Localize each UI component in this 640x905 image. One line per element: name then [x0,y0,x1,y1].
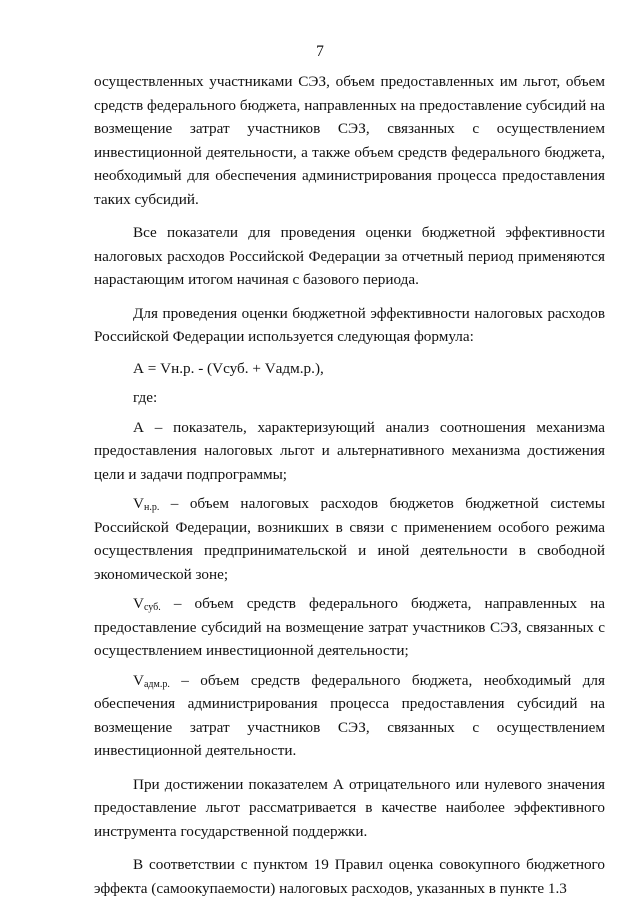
paragraph-negative-value: При достижении показателем А отрицательного или нулевого значения предоставление льгот рассматривается в качестве наиболее эффективного инструмента государственной поддержки. [94,775,605,840]
symbol-v: V [133,595,144,612]
definition-text: – объем средств федерального бюджета, направленных на предоставление субсидий на возмещение затрат участников СЭЗ, связанных с осуществлением инвестиционной деятельности; [94,595,605,659]
subscript-nr: н.р. [143,502,160,513]
definition-a: А – показатель, характеризующий анализ соотношения механизма предоставления налоговых льгот и альтернативного механизма достижения цели и задачи подпрограммы; [94,418,605,483]
definition-v-sub [94,592,605,663]
definition-text: – объем налоговых расходов бюджетов бюджетной системы Российской Федерации, возникших в связи с применением особого режима осуществления предпринимательской и иной деятельности в свободной экономической зоне; [94,495,605,583]
paragraph-continuation: осуществленных участниками СЭЗ, объем предоставленных им льгот, объем средств федерального бюджета, направленных на предоставление субсидий на возмещение затрат участников СЭЗ, связанных с осуществлением инвестиционной деятельности, а также объем средств федерального бюджета, необходимый для обеспечения администрирования процесса предоставления таких субсидий. [94,73,605,208]
definition-v-nr [94,492,605,586]
paragraph-rule-19: В соответствии с пунктом 19 Правил оценка совокупного бюджетного эффекта (самоокупаемости) налоговых расходов, указанных в пункте 1.3 [94,856,605,897]
symbol-v: V [133,495,144,512]
document-body [94,70,605,900]
subscript-sub: суб. [143,602,161,613]
page-number: 7 [316,43,324,60]
formula: А = Vн.р. - (Vсуб. + Vадм.р.), [133,359,324,377]
symbol-v: V [133,671,144,689]
subscript-adm: адм.р. [143,678,170,690]
formula-where: где: [133,389,158,406]
definition-text: – объем средств федерального бюджета, необходимый для обеспечения администрирования процесса предоставления субсидий на возмещение затрат участников СЭЗ, связанных с осуществлением инвестиционной деятельности. [94,671,605,759]
definition-v-adm [94,669,605,763]
paragraph-formula-intro: Для проведения оценки бюджетной эффективности налоговых расходов Российской Федерации используется следующая формула: [94,304,605,345]
paragraph-indicators-cumulative: Все показатели для проведения оценки бюджетной эффективности налоговых расходов Российской Федерации за отчетный период применяются нарастающим итогом начиная с базового периода. [94,224,605,288]
